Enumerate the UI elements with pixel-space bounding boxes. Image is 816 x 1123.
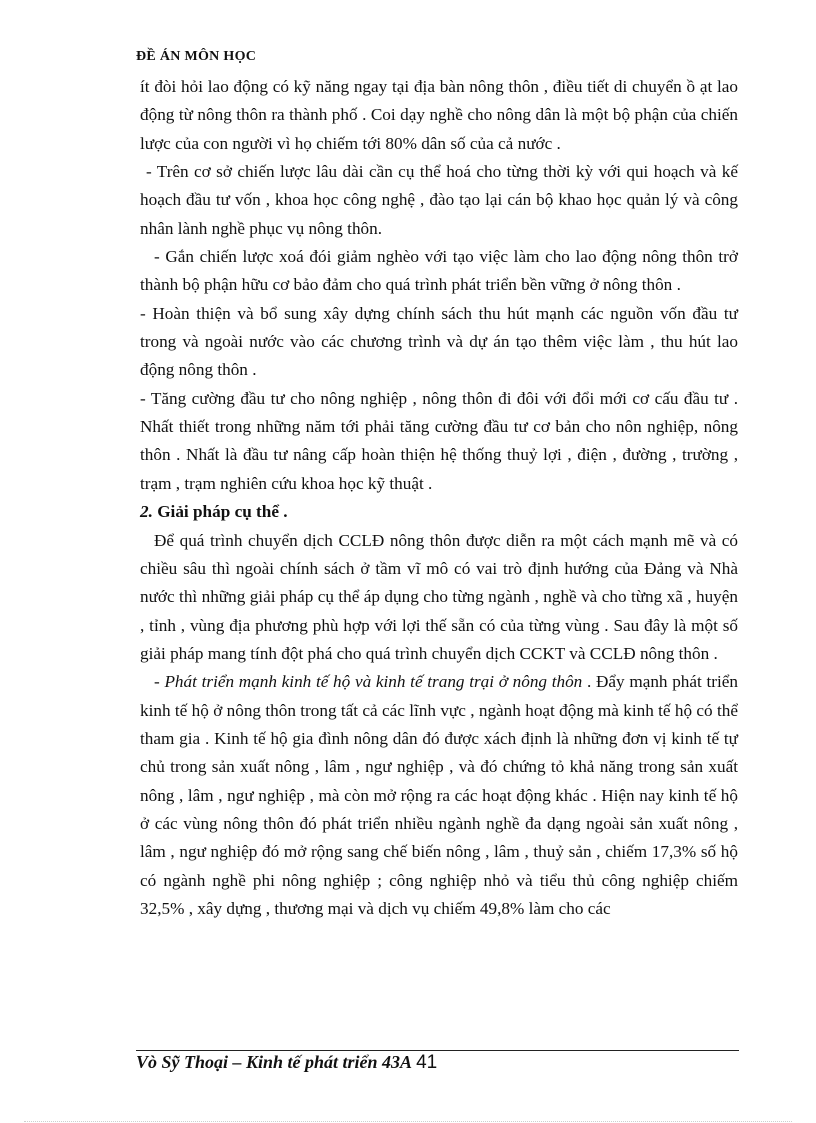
paragraph-4: - Hoàn thiện và bổ sung xây dựng chính sách thu hút mạnh các nguồn vốn đầu tư trong và ngoài nước vào các chương trình và dự án tạo thêm việc làm , thu hút lao động nông thôn . <box>140 303 738 380</box>
footer-author: Vò Sỹ Thoại – Kinh tế phát triển 43A <box>136 1052 413 1072</box>
page-number: 41 <box>416 1052 438 1073</box>
paragraph-5: - Tăng cường đầu tư cho nông nghiệp , nông thôn đi đôi với đổi mới cơ cấu đầu tư . Nhất thiết trong những năm tới phải tăng cường đầu tư cơ bản cho nôn nghiệp, nông thôn . Nhất là đầu tư nâng cấp hoàn thiện hệ thống thuỷ lợi , điện , đường , trường , trạm , trạm nghiên cứu khoa học kỹ thuật . <box>140 388 738 493</box>
paragraph-7-italic: Phát triển mạnh kinh tế hộ và kinh tế trang trại ở nông thôn <box>164 672 583 692</box>
page-header-title: ĐỀ ÁN MÔN HỌC <box>136 49 257 64</box>
paragraph-1: ít đòi hỏi lao động có kỹ năng ngay tại địa bàn nông thôn , điều tiết di chuyển ồ ạt lao động từ nông thôn ra thành phố . Coi dạy nghề cho nông dân là một bộ phận của chiến lược của con người vì họ chiếm tới 80% dân số của cả nước . <box>140 77 738 153</box>
paragraph-7-rest: . Đẩy mạnh phát triển kinh tế hộ ở nông thôn trong tất cả các lĩnh vực , ngành hoạt động mà kinh tế hộ có thể tham gia . Kinh tế hộ gia đình nông dân đó được xách định là những đơn vị kinh tế tự chủ trong sản xuất nông , lâm , ngư nghiệp , và đó chứng tỏ khả năng trong sản xuất nông , lâm , ngư nghiệp , mà còn mở rộng ra các hoạt động khác . Hiện nay kinh tế hộ ở các vùng nông thôn đó phát triển nhiều ngành nghề đa dạng ngoài sản xuất nông , lâm , ngư nghiệp đó mở rộng sang chế biến nông , lâm , thuỷ sản , chiếm 17,3% số hộ có ngành nghề phi nông nghiệp ; công nghiệp nhỏ và tiểu thủ công nghiệp chiếm 32,5% , xây dựng , thương mại và dịch vụ chiếm 49,8% làm cho các <box>140 672 738 918</box>
paragraph-6: Để quá trình chuyển dịch CCLĐ nông thôn được diễn ra một cách mạnh mẽ và có chiều sâu thì ngoài chính sách ở tầm vĩ mô có vai trò định hướng của Đảng và Nhà nước thì những giải pháp cụ thể áp dụng cho từng ngành , nghề và cho từng xã , huyện , tỉnh , vùng địa phương phù hợp với lợi thế sẵn có của từng vùng . Sau đây là một số giải pháp mang tính đột phá cho quá trình chuyển dịch CCKT và CCLĐ nông thôn . <box>140 530 738 663</box>
section-heading <box>140 498 738 526</box>
page-footer <box>136 1052 437 1074</box>
paragraph-2: - Trên cơ sở chiến lược lâu dài cần cụ thể hoá cho từng thời kỳ với qui hoạch và kế hoạch đầu tư vốn , khoa học công nghệ , đào tạo lại cán bộ khao học quản lý và công nhân lành nghề phục vụ nông thôn. <box>140 162 738 238</box>
paragraph-7 <box>140 668 738 923</box>
section-heading-text: Giải pháp cụ thể . <box>152 502 288 522</box>
section-heading-number: 2. <box>140 502 153 522</box>
paragraph-3: - Gắn chiến lược xoá đói giảm nghèo với tạo việc làm cho lao động nông thôn trở thành bộ phận hữu cơ bảo đảm cho quá trình phát triển bền vững ở nông thôn . <box>140 247 738 295</box>
paragraph-7-prefix: - <box>154 672 165 692</box>
document-body <box>140 73 738 923</box>
page-bottom-border <box>24 1121 792 1122</box>
footer-divider <box>136 1050 739 1051</box>
